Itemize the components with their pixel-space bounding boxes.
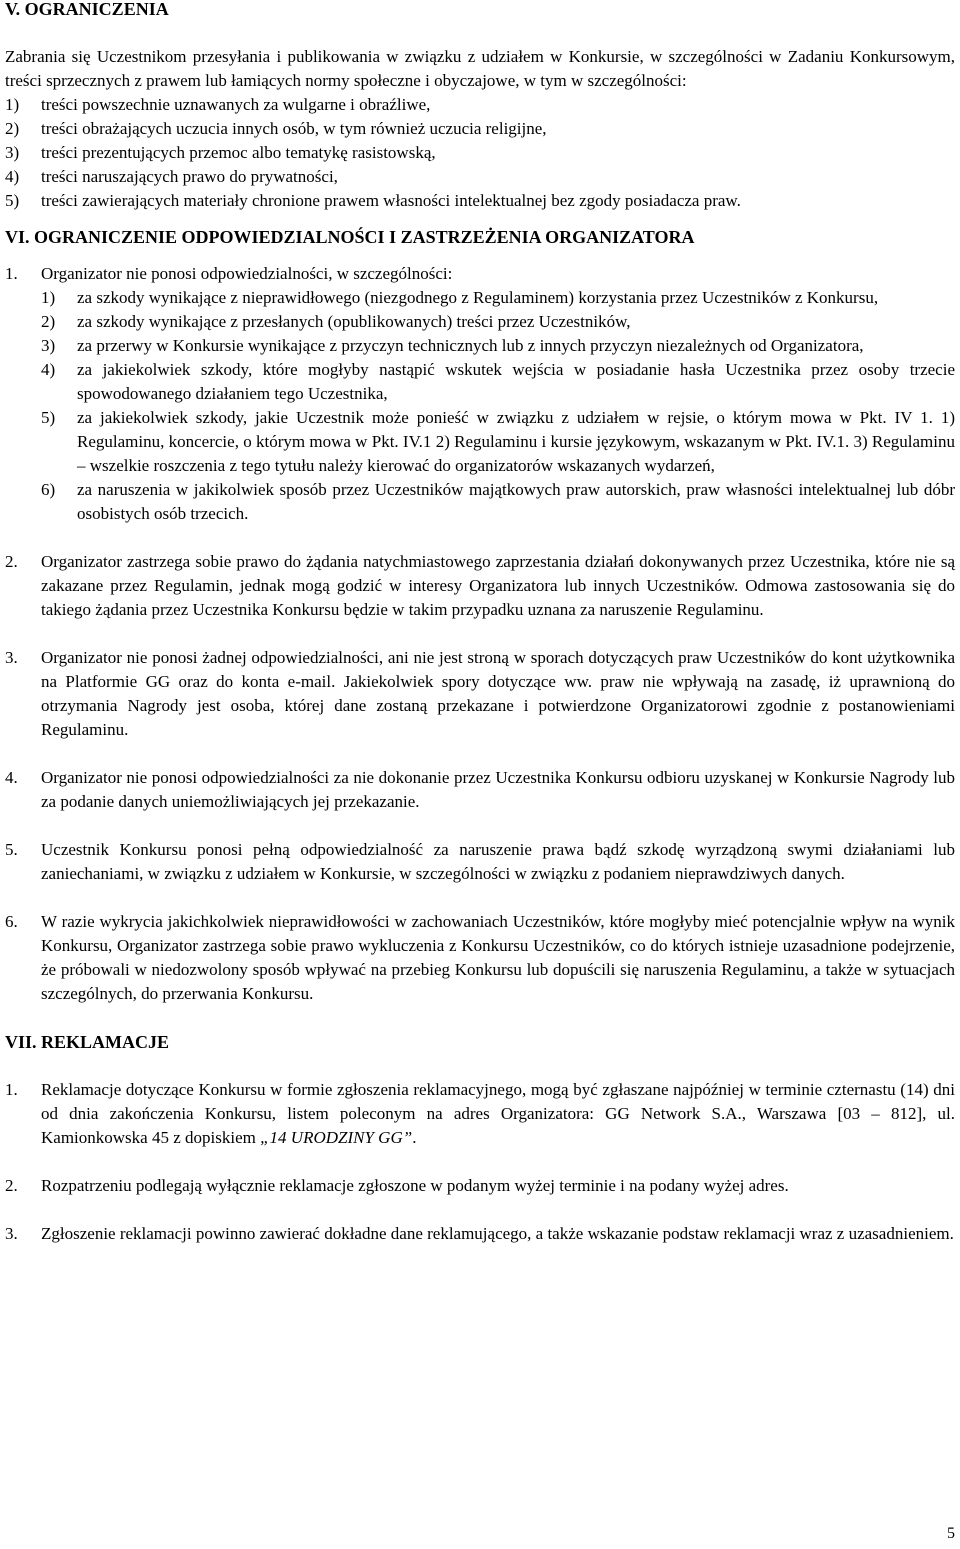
list-item-number: 3) xyxy=(41,336,56,355)
point-text-end: . xyxy=(412,1128,417,1147)
point-text: Uczestnik Konkursu ponosi pełną odpowiedzialność za naruszenie prawa bądź szkodę wyrządzoną swymi działaniami lub zaniechaniami, w związku z udziałem w Konkursie, w szczególności w związku z podaniem nieprawdziwych danych. xyxy=(41,840,955,883)
list-item-text: za jakiekolwiek szkody, które mogłyby nastąpić wskutek wejścia w posiadanie hasła Uczestnika przez osoby trzecie spowodowanego działaniem tego Uczestnika, xyxy=(77,360,955,403)
list-item xyxy=(41,286,955,310)
page-number: 5 xyxy=(947,1525,955,1542)
list-item xyxy=(5,141,955,165)
point-text: W razie wykrycia jakichkolwiek nieprawidłowości w zachowaniach Uczestników, które mogłyby mieć potencjalnie wpływ na wynik Konkursu, Organizator zastrzega sobie prawo wykluczenia z Konkursu Uczestników, co do których istnieje uzasadnione podejrzenie, że próbowali w niedozwolony sposób wpływać na przebieg Konkursu lub dopuścili się naruszenia Regulaminu, a także w sytuacjach szczególnych, do przerwania Konkursu. xyxy=(41,912,955,1003)
list-item xyxy=(41,334,955,358)
list-item-text: za szkody wynikające z przesłanych (opublikowanych) treści przez Uczestników, xyxy=(77,312,631,331)
point-text-italic: „14 URODZINY GG” xyxy=(260,1128,413,1147)
point-text: Zgłoszenie reklamacji powinno zawierać dokładne dane reklamującego, a także wskazanie podstaw reklamacji wraz z uzasadnieniem. xyxy=(41,1224,954,1243)
list-item-number: 2) xyxy=(41,312,56,331)
list-item-text: za naruszenia w jakikolwiek sposób przez Uczestników majątkowych praw autorskich, praw własności intelektualnej lub dóbr osobistych osób trzecich. xyxy=(77,480,955,523)
point-text: Reklamacje dotyczące Konkursu w formie zgłoszenia reklamacyjnego, mogą być zgłaszane najpóźniej w terminie czternastu (14) dni od dnia zakończenia Konkursu, listem poleconym na adres Organizatora: GG Network S.A., Warszawa [03 – 812], ul. Kamionkowska 45 z dopiskiem xyxy=(41,1080,955,1147)
section-6-heading: VI. OGRANICZENIE ODPOWIEDZIALNOŚCI I ZASTRZEŻENIA ORGANIZATORA xyxy=(5,227,695,247)
list-item-text: treści zawierających materiały chronione prawem własności intelektualnej bez zgody posiadacza praw. xyxy=(41,191,741,210)
list-item xyxy=(41,406,955,478)
section-6-point xyxy=(5,646,955,742)
point-number: 4. xyxy=(5,768,18,787)
section-6-point-1 xyxy=(5,262,955,526)
list-item-text: treści prezentujących przemoc albo tematykę rasistowską, xyxy=(41,143,436,162)
section-7-point-1 xyxy=(5,1078,955,1150)
list-item xyxy=(5,189,955,213)
section-5-heading: V. OGRANICZENIA xyxy=(5,0,169,19)
point-number: 1. xyxy=(5,264,18,283)
list-item-text: treści powszechnie uznawanych za wulgarne i obraźliwe, xyxy=(41,95,431,114)
section-6-point-1-list xyxy=(41,286,955,526)
point-number: 1. xyxy=(5,1080,18,1099)
point-text: Organizator nie ponosi żadnej odpowiedzialności, ani nie jest stroną w sporach dotyczących praw Uczestników do kont użytkownika na Platformie GG oraz do konta e-mail. Jakiekolwiek spory dotyczące ww. praw nie wpływają na zasadę, iż uprawnioną do otrzymania Nagrody jest osoba, której dane zostaną przekazane i potwierdzone Organizatorowi zgodnie z postanowieniami Regulaminu. xyxy=(41,648,955,739)
section-6-point xyxy=(5,550,955,622)
list-item-number: 2) xyxy=(5,119,20,138)
section-6-point xyxy=(5,766,955,814)
point-text: Rozpatrzeniu podlegają wyłącznie reklamacje zgłoszone w podanym wyżej terminie i na podany wyżej adres. xyxy=(41,1176,789,1195)
point-number: 2. xyxy=(5,1176,18,1195)
list-item-number: 5) xyxy=(5,191,20,210)
list-item-text: za przerwy w Konkursie wynikające z przyczyn technicznych lub z innych przyczyn niezależnych od Organizatora, xyxy=(77,336,864,355)
list-item-text: treści obrażających uczucia innych osób, w tym również uczucia religijne, xyxy=(41,119,547,138)
list-item-number: 4) xyxy=(5,167,20,186)
point-text: Organizator nie ponosi odpowiedzialności, w szczególności: xyxy=(41,264,453,283)
list-item xyxy=(41,310,955,334)
point-number: 3. xyxy=(5,648,18,667)
point-number: 2. xyxy=(5,552,18,571)
list-item xyxy=(5,117,955,141)
section-7-point xyxy=(5,1174,955,1198)
list-item xyxy=(5,165,955,189)
list-item xyxy=(41,478,955,526)
list-item-text: treści naruszających prawo do prywatności, xyxy=(41,167,338,186)
list-item-number: 4) xyxy=(41,360,56,379)
list-item-number: 6) xyxy=(41,480,56,499)
list-item-number: 1) xyxy=(41,288,56,307)
list-item-text: za szkody wynikające z nieprawidłowego (niezgodnego z Regulaminem) korzystania przez Uczestników z Konkursu, xyxy=(77,288,879,307)
document-page xyxy=(5,0,955,1246)
list-item xyxy=(5,93,955,117)
list-item xyxy=(41,358,955,406)
section-6-point xyxy=(5,838,955,886)
section-5-intro: Zabrania się Uczestnikom przesyłania i publikowania w związku z udziałem w Konkursie, w szczególności w Zadaniu Konkursowym, treści sprzecznych z prawem lub łamiących normy społeczne i obyczajowe, w tym w szczególności: xyxy=(5,47,955,90)
point-text: Organizator zastrzega sobie prawo do żądania natychmiastowego zaprzestania działań dokonywanych przez Uczestnika, które nie są zakazane przez Regulamin, jednak mogą godzić w interesy Organizatora lub innych Uczestników. Odmowa zastosowania się do takiego żądania przez Uczestnika Konkursu będzie w takim przypadku uznana za naruszenie Regulaminu. xyxy=(41,552,955,619)
list-item-number: 3) xyxy=(5,143,20,162)
point-text: Organizator nie ponosi odpowiedzialności za nie dokonanie przez Uczestnika Konkursu odbioru uzyskanej w Konkursie Nagrody lub za podanie danych uniemożliwiających jej przekazanie. xyxy=(41,768,955,811)
point-number: 3. xyxy=(5,1224,18,1243)
list-item-number: 1) xyxy=(5,95,20,114)
section-6-point xyxy=(5,910,955,1006)
section-5-list xyxy=(5,93,955,213)
list-item-text: za jakiekolwiek szkody, jakie Uczestnik może ponieść w związku z udziałem w rejsie, o którym mowa w Pkt. IV 1. 1) Regulaminu, koncercie, o którym mowa w Pkt. IV.1 2) Regulaminu i kursie językowym, wskazanym w Pkt. IV.1. 3) Regulaminu – wszelkie roszczenia z tego tytułu należy kierować do organizatorów wskazanych wydarzeń, xyxy=(77,408,955,475)
section-7-point xyxy=(5,1222,955,1246)
point-number: 6. xyxy=(5,912,18,931)
point-number: 5. xyxy=(5,840,18,859)
list-item-number: 5) xyxy=(41,408,56,427)
section-7-heading: VII. REKLAMACJE xyxy=(5,1032,170,1052)
